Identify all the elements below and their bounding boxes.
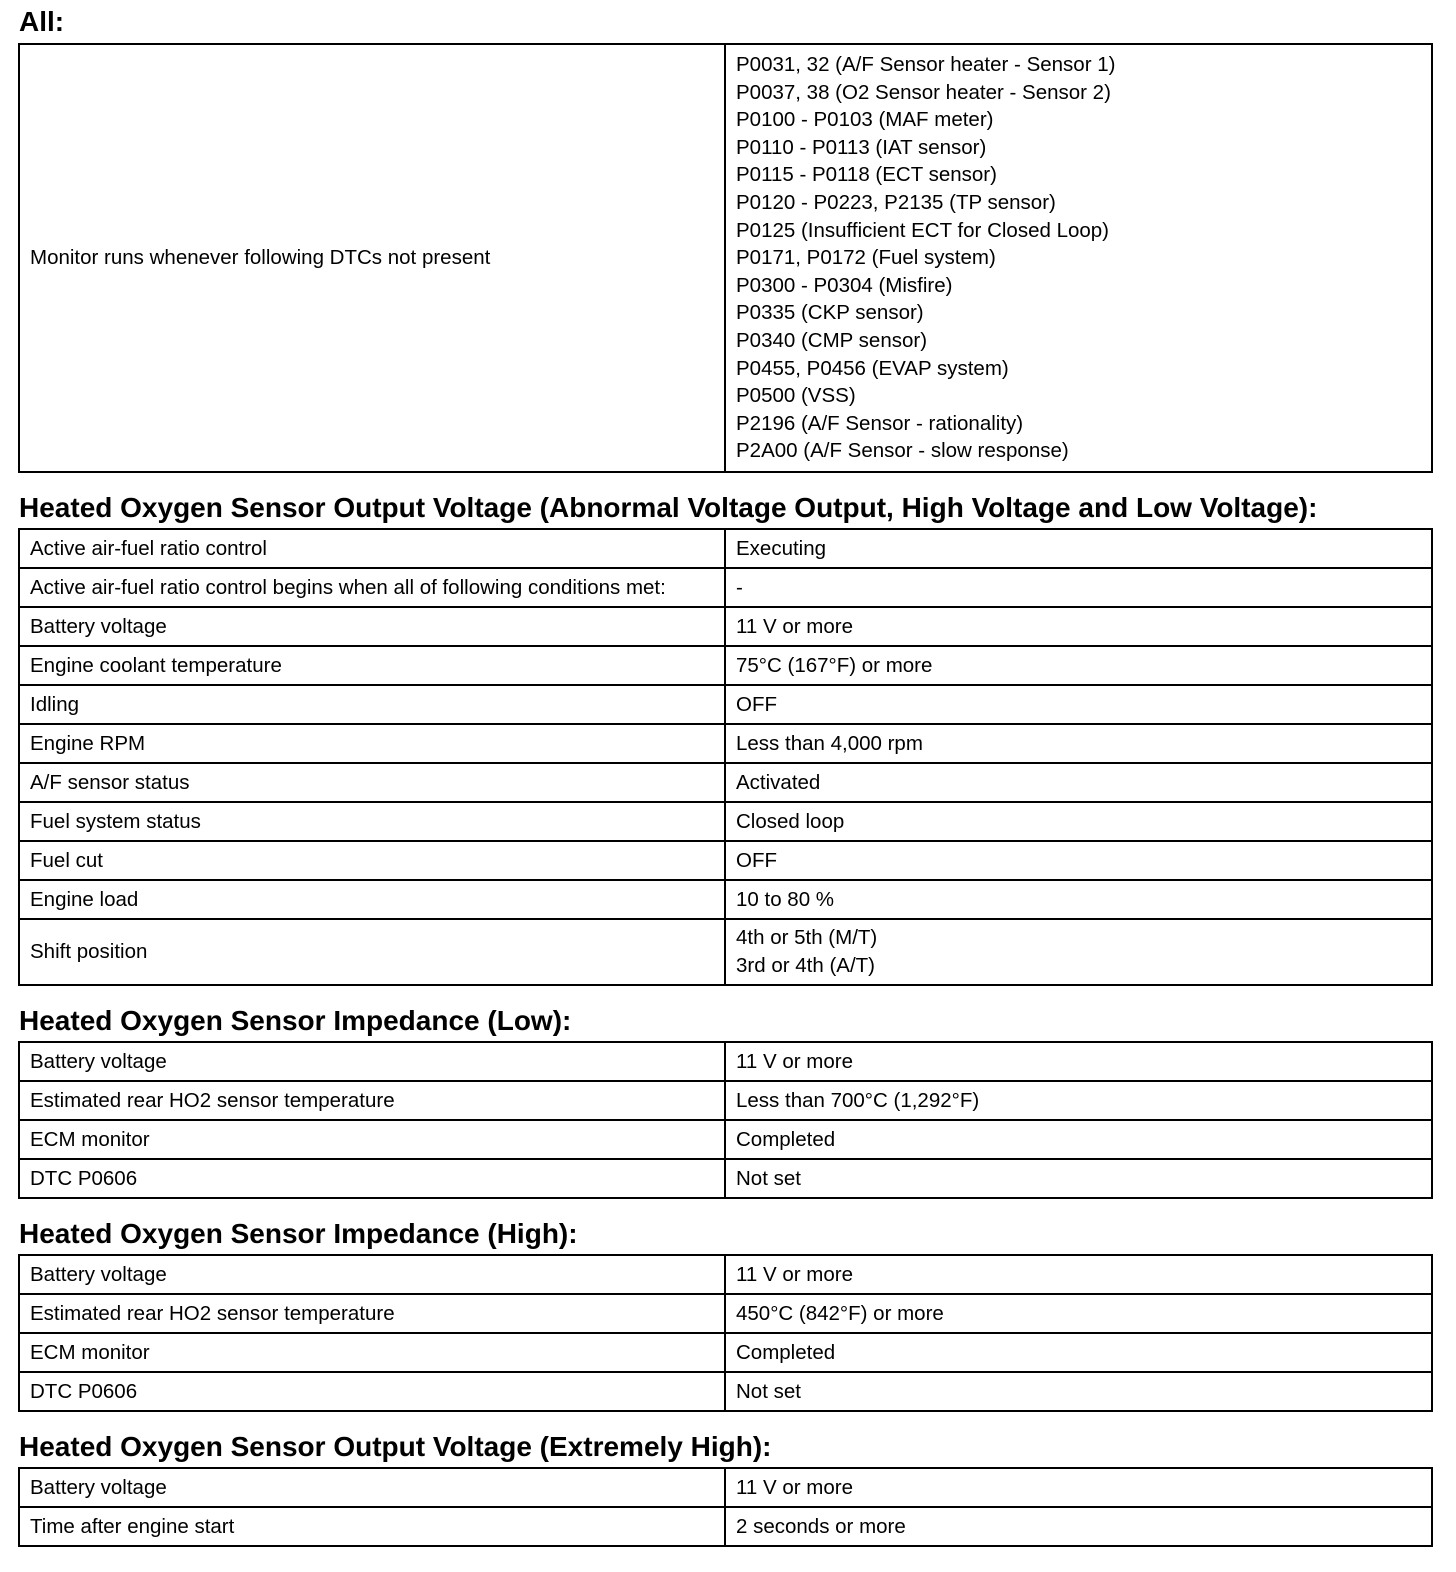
- condition-label: Fuel system status: [19, 802, 725, 841]
- condition-value: 11 V or more: [725, 1255, 1432, 1294]
- table-row: [19, 841, 1432, 880]
- dtc-list-item: P2196 (A/F Sensor - rationality): [736, 411, 1024, 435]
- condition-label: Battery voltage: [19, 1468, 725, 1507]
- dtc-list-item: P0171, P0172 (Fuel system): [736, 246, 996, 270]
- table-row: [19, 607, 1432, 646]
- table-row: [19, 1120, 1432, 1159]
- dtc-list-item: P0340 (CMP sensor): [736, 328, 928, 352]
- table-row: [19, 1255, 1432, 1294]
- table-row: [19, 1042, 1432, 1081]
- condition-value: [725, 919, 1432, 985]
- condition-label: A/F sensor status: [19, 763, 725, 802]
- condition-value: Not set: [725, 1372, 1432, 1411]
- output-voltage-abnormal-table: [18, 528, 1433, 986]
- condition-value: Activated: [725, 763, 1432, 802]
- dtc-list-item: P0110 - P0113 (IAT sensor): [736, 135, 987, 159]
- dtc-list-item: P0120 - P0223, P2135 (TP sensor): [736, 191, 1056, 215]
- table-row: [19, 44, 1432, 472]
- condition-value: 11 V or more: [725, 607, 1432, 646]
- section-title-output-voltage-extremely-high: Heated Oxygen Sensor Output Voltage (Extremely High):: [19, 1431, 772, 1462]
- condition-value: 75°C (167°F) or more: [725, 646, 1432, 685]
- dtc-prerequisite-table: [18, 43, 1433, 473]
- table-row: [19, 529, 1432, 568]
- section-title-impedance-low: Heated Oxygen Sensor Impedance (Low):: [19, 1005, 572, 1036]
- condition-label: Active air-fuel ratio control: [19, 529, 725, 568]
- condition-value: Completed: [725, 1120, 1432, 1159]
- table-row: [19, 568, 1432, 607]
- condition-label: ECM monitor: [19, 1333, 725, 1372]
- condition-value: OFF: [725, 685, 1432, 724]
- table-row: [19, 763, 1432, 802]
- table-row: [19, 724, 1432, 763]
- condition-label: Battery voltage: [19, 1042, 725, 1081]
- dtc-list-item: P0031, 32 (A/F Sensor heater - Sensor 1): [736, 53, 1116, 77]
- dtc-list-item: P0455, P0456 (EVAP system): [736, 356, 1009, 380]
- condition-value: Less than 700°C (1,292°F): [725, 1081, 1432, 1120]
- impedance-low-table: [18, 1041, 1433, 1199]
- condition-value: Closed loop: [725, 802, 1432, 841]
- condition-value: 10 to 80 %: [725, 880, 1432, 919]
- dtc-list-item: P0335 (CKP sensor): [736, 301, 924, 325]
- condition-label: Estimated rear HO2 sensor temperature: [19, 1294, 725, 1333]
- dtc-list-item: P0500 (VSS): [736, 384, 856, 408]
- dtc-list-item: P0115 - P0118 (ECT sensor): [736, 163, 997, 187]
- condition-value: -: [725, 568, 1432, 607]
- condition-value-line: 4th or 5th (M/T): [736, 926, 878, 950]
- condition-value: Less than 4,000 rpm: [725, 724, 1432, 763]
- condition-label: Shift position: [19, 919, 725, 985]
- condition-label: DTC P0606: [19, 1159, 725, 1198]
- dtc-list-item: P2A00 (A/F Sensor - slow response): [736, 439, 1069, 463]
- impedance-high-table: [18, 1254, 1433, 1412]
- condition-label: Battery voltage: [19, 1255, 725, 1294]
- condition-label: Idling: [19, 685, 725, 724]
- table-row: [19, 646, 1432, 685]
- dtc-list-item: P0125 (Insufficient ECT for Closed Loop): [736, 218, 1110, 242]
- dtc-list-item: P0100 - P0103 (MAF meter): [736, 108, 994, 132]
- dtc-list-cell: [725, 44, 1432, 472]
- condition-value: Not set: [725, 1159, 1432, 1198]
- condition-label: Fuel cut: [19, 841, 725, 880]
- condition-label: Time after engine start: [19, 1507, 725, 1546]
- condition-value: 450°C (842°F) or more: [725, 1294, 1432, 1333]
- condition-value: 11 V or more: [725, 1468, 1432, 1507]
- condition-label: DTC P0606: [19, 1372, 725, 1411]
- dtc-list-item: P0300 - P0304 (Misfire): [736, 273, 953, 297]
- section-title-all: All:: [19, 6, 65, 37]
- condition-label: Engine load: [19, 880, 725, 919]
- table-row: [19, 1294, 1432, 1333]
- condition-value: 2 seconds or more: [725, 1507, 1432, 1546]
- condition-value: OFF: [725, 841, 1432, 880]
- condition-label: Engine coolant temperature: [19, 646, 725, 685]
- condition-value-line: 3rd or 4th (A/T): [736, 954, 875, 977]
- condition-value: 11 V or more: [725, 1042, 1432, 1081]
- section-title-impedance-high: Heated Oxygen Sensor Impedance (High):: [19, 1218, 578, 1249]
- table-row: [19, 919, 1432, 985]
- table-row: [19, 1333, 1432, 1372]
- condition-label: Estimated rear HO2 sensor temperature: [19, 1081, 725, 1120]
- table-row: [19, 880, 1432, 919]
- condition-label: Engine RPM: [19, 724, 725, 763]
- table-row: [19, 802, 1432, 841]
- section-title-output-voltage-abnormal: Heated Oxygen Sensor Output Voltage (Abnormal Voltage Output, High Voltage and Low Voltage):: [19, 492, 1318, 523]
- table-row: [19, 1159, 1432, 1198]
- table-row: [19, 1372, 1432, 1411]
- condition-label: Active air-fuel ratio control begins when all of following conditions met:: [19, 568, 725, 607]
- output-voltage-extremely-high-table: [18, 1467, 1433, 1547]
- condition-cell: Monitor runs whenever following DTCs not present: [19, 44, 725, 472]
- condition-label: Battery voltage: [19, 607, 725, 646]
- dtc-list-item: P0037, 38 (O2 Sensor heater - Sensor 2): [736, 80, 1111, 104]
- table-row: [19, 685, 1432, 724]
- condition-value: Executing: [725, 529, 1432, 568]
- table-row: [19, 1081, 1432, 1120]
- table-row: [19, 1468, 1432, 1507]
- condition-value: Completed: [725, 1333, 1432, 1372]
- table-row: [19, 1507, 1432, 1546]
- condition-label: ECM monitor: [19, 1120, 725, 1159]
